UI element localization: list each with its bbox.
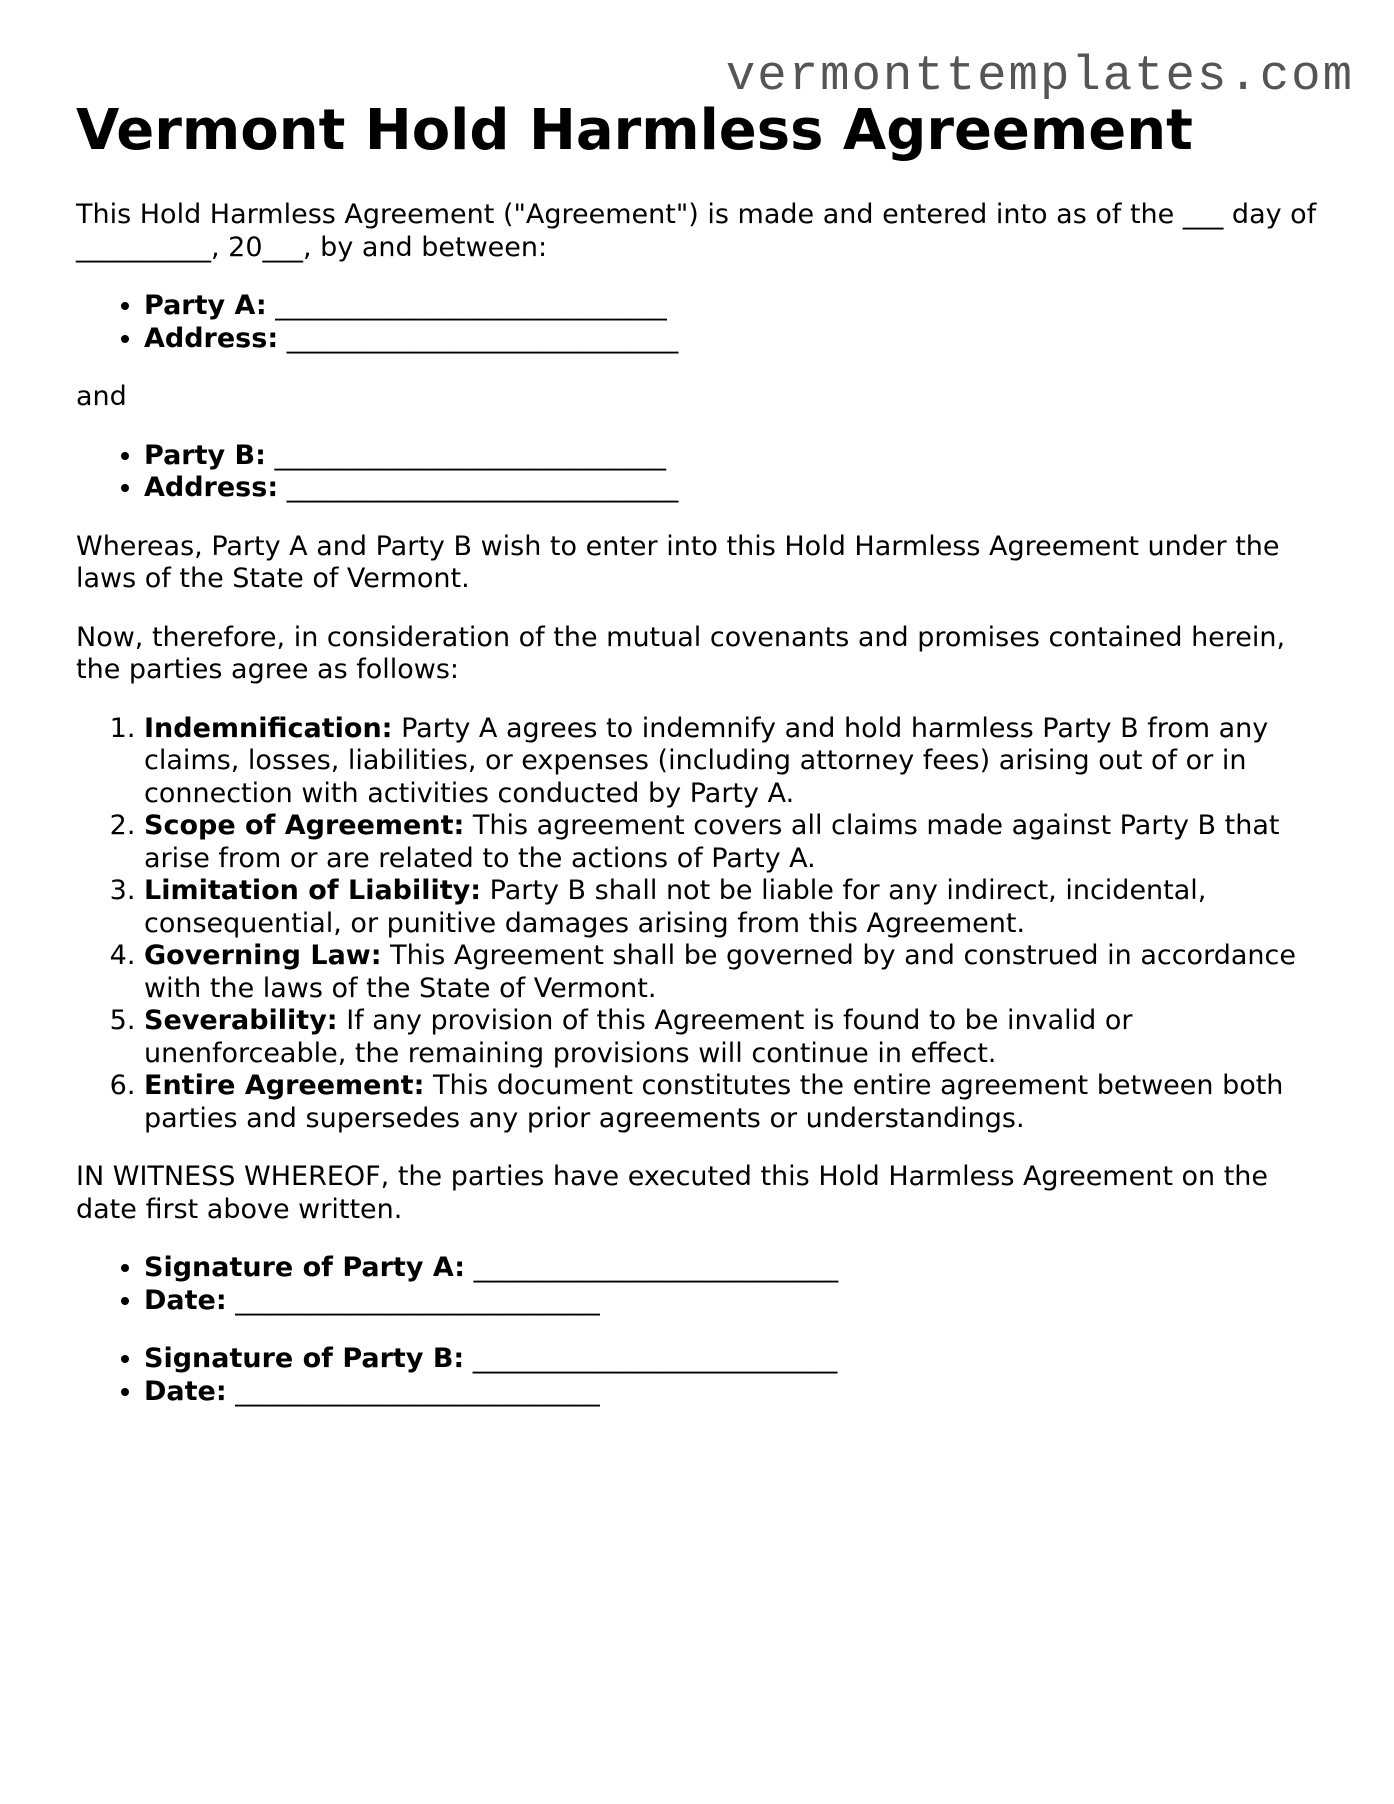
clause-text: If any provision of this Agreement is found to be invalid or unenforceable, the remaining provisions will continue in effect. [144,1005,1133,1069]
clause-label: Limitation of Liability: [144,875,482,906]
party-a-address-item [144,323,1326,356]
date-a-blank[interactable]: ___________________________ [235,1284,600,1316]
clause-item [144,713,1326,811]
party-b-list [76,440,1326,505]
clause-item [144,1005,1326,1070]
clause-label: Indemnification: [144,712,393,744]
clause-label: Entire Agreement: [144,1070,425,1101]
document-page [76,98,1326,1408]
now-therefore-paragraph: Now, therefore, in consideration of the mutual covenants and promises contained herein, the parties agree as follows: [76,621,1286,685]
party-a-name-label: Party A: [144,290,267,321]
party-b-name-item [144,440,1326,473]
clause-text: This agreement covers all claims made against Party B that arise from or are related to the actions of Party A. [144,810,1280,874]
clause-item [144,875,1326,940]
signature-b-item [144,1343,1326,1376]
whereas-paragraph: Whereas, Party A and Party B wish to enter into this Hold Harmless Agreement under the laws of the State of Vermont. [76,530,1280,594]
clause-text: Party B shall not be liable for any indirect, incidental, consequential, or punitive damages arising from this Agreement. [144,875,1207,939]
signature-block-b [76,1343,1326,1408]
party-a-address-label: Address: [144,322,279,354]
clause-item [144,940,1326,1005]
party-b-address-item [144,472,1326,505]
witness-paragraph: IN WITNESS WHEREOF, the parties have executed this Hold Harmless Agreement on the date first above written. [76,1161,1269,1225]
party-a-name-blank[interactable]: _____________________________ [275,290,667,321]
clause-text: Party A agrees to indemnify and hold harmless Party B from any claims, losses, liabilities, or expenses (including attorney fees) arising out of or in connection with activities conducted by Party A. [144,712,1269,809]
signature-a-label: Signature of Party A: [144,1252,466,1283]
clause-item [144,810,1326,875]
clause-item [144,1070,1326,1135]
clause-label: Severability: [144,1005,338,1036]
clause-label: Governing Law: [144,940,382,971]
signature-a-blank[interactable]: ___________________________ [473,1252,839,1283]
date-b-label: Date: [144,1375,227,1407]
date-a-label: Date: [144,1284,227,1316]
and-text: and [76,381,127,412]
date-b-item [144,1376,1326,1409]
party-a-name-item [144,290,1326,323]
signature-b-blank[interactable]: ___________________________ [472,1343,838,1374]
party-b-address-blank[interactable]: _____________________________ [286,472,679,503]
clauses-list [76,713,1326,1136]
party-a-list [76,290,1326,355]
document-title: Vermont Hold Harmless Agreement [76,98,1193,163]
signature-b-label: Signature of Party B: [144,1343,465,1374]
clause-text: This Agreement shall be governed by and construed in accordance with the laws of the State of Vermont. [144,940,1296,1004]
signature-block-a [76,1252,1326,1317]
signature-a-item [144,1252,1326,1285]
party-a-address-blank[interactable]: _____________________________ [286,322,679,354]
clause-text: This document constitutes the entire agreement between both parties and supersedes any prior agreements or understandings. [144,1070,1284,1134]
date-b-blank[interactable]: ___________________________ [235,1375,600,1407]
party-b-name-label: Party B: [144,439,266,471]
intro-paragraph: This Hold Harmless Agreement ("Agreement") is made and entered into as of the ___ day of __________, 20___, by and between: [76,199,1317,263]
watermark: vermonttemplates.com [725,48,1354,104]
party-b-address-label: Address: [144,472,279,503]
date-a-item [144,1285,1326,1318]
party-b-name-blank[interactable]: _____________________________ [274,439,666,471]
clause-label: Scope of Agreement: [144,810,465,841]
